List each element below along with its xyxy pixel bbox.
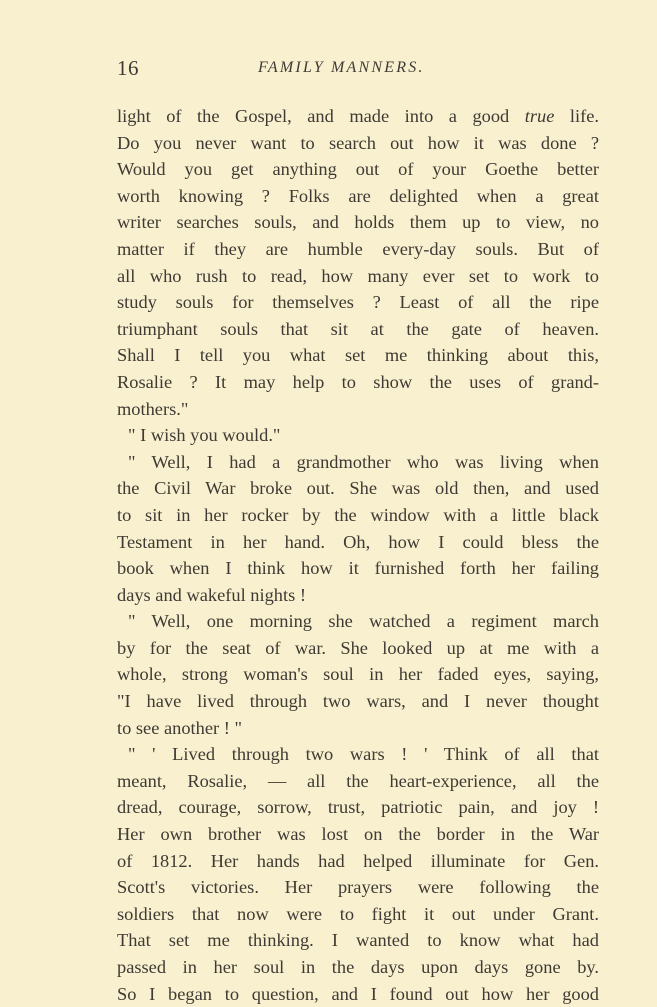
running-title: FAMILY MANNERS. — [258, 59, 425, 76]
text-line: " Well, I had a grandmother who was living when — [128, 451, 599, 472]
emphasis-word: true — [524, 106, 555, 126]
text-line: light of the Gospel, and made into a good true life. — [117, 106, 599, 126]
text-line: matter if they are humble every-day souls. But of — [117, 238, 599, 259]
text-line: all who rush to read, how many ever set to work to — [117, 265, 599, 286]
text-line: whole, strong woman's soul in her faded eyes, saying, — [117, 664, 599, 685]
text-line: meant, Rosalie, — all the heart-experience, all the — [117, 770, 599, 791]
page-header — [117, 56, 597, 82]
text-line: Do you never want to search out how it was done ? — [117, 132, 599, 153]
text-line: of 1812. Her hands had helped illuminate for Gen. — [117, 850, 599, 871]
text-line: worth knowing ? Folks are delighted when a great — [117, 185, 599, 206]
text-line: passed in her soul in the days upon days gone by. — [117, 957, 599, 977]
body-text — [117, 103, 599, 1007]
text-line: dread, courage, sorrow, trust, patriotic pain, and joy ! — [117, 797, 599, 818]
page-number: 16 — [117, 56, 139, 80]
text-line: mothers." — [117, 398, 189, 419]
text-line: " ' Lived through two wars ! ' Think of all that — [128, 744, 599, 765]
text-line: Her own brother was lost on the border in the War — [117, 824, 599, 845]
text-line: Scott's victories. Her prayers were following the — [117, 877, 599, 898]
text-line: to sit in her rocker by the window with a little black — [117, 504, 599, 525]
text-line: writer searches souls, and holds them up to view, no — [117, 212, 599, 233]
text-line: " I wish you would." — [128, 425, 281, 446]
text-line: soldiers that now were to fight it out under Grant. — [117, 903, 599, 924]
text-line: "I have lived through two wars, and I never thought — [117, 691, 599, 712]
text-line: Rosalie ? It may help to show the uses of grand- — [117, 371, 599, 392]
text-line: Testament in her hand. Oh, how I could bless the — [117, 531, 599, 552]
text-line: Would you get anything out of your Goethe better — [117, 159, 599, 180]
text-line: study souls for themselves ? Least of all the ripe — [117, 292, 599, 313]
text-line: book when I think how it furnished forth her failing — [117, 558, 599, 579]
text-line: days and wakeful nights ! — [117, 584, 306, 605]
text-line: So I began to question, and I found out how her good — [117, 983, 599, 1004]
text-line: by for the seat of war. She looked up at me with a — [117, 637, 599, 658]
text-line: Shall I tell you what set me thinking about this, — [117, 345, 599, 366]
text-line: the Civil War broke out. She was old then, and used — [117, 478, 599, 499]
text-line: triumphant souls that sit at the gate of heaven. — [117, 318, 599, 339]
text-line: That set me thinking. I wanted to know what had — [117, 930, 599, 951]
text-line: to see another ! " — [117, 717, 242, 738]
text-line: " Well, one morning she watched a regiment march — [128, 611, 599, 632]
